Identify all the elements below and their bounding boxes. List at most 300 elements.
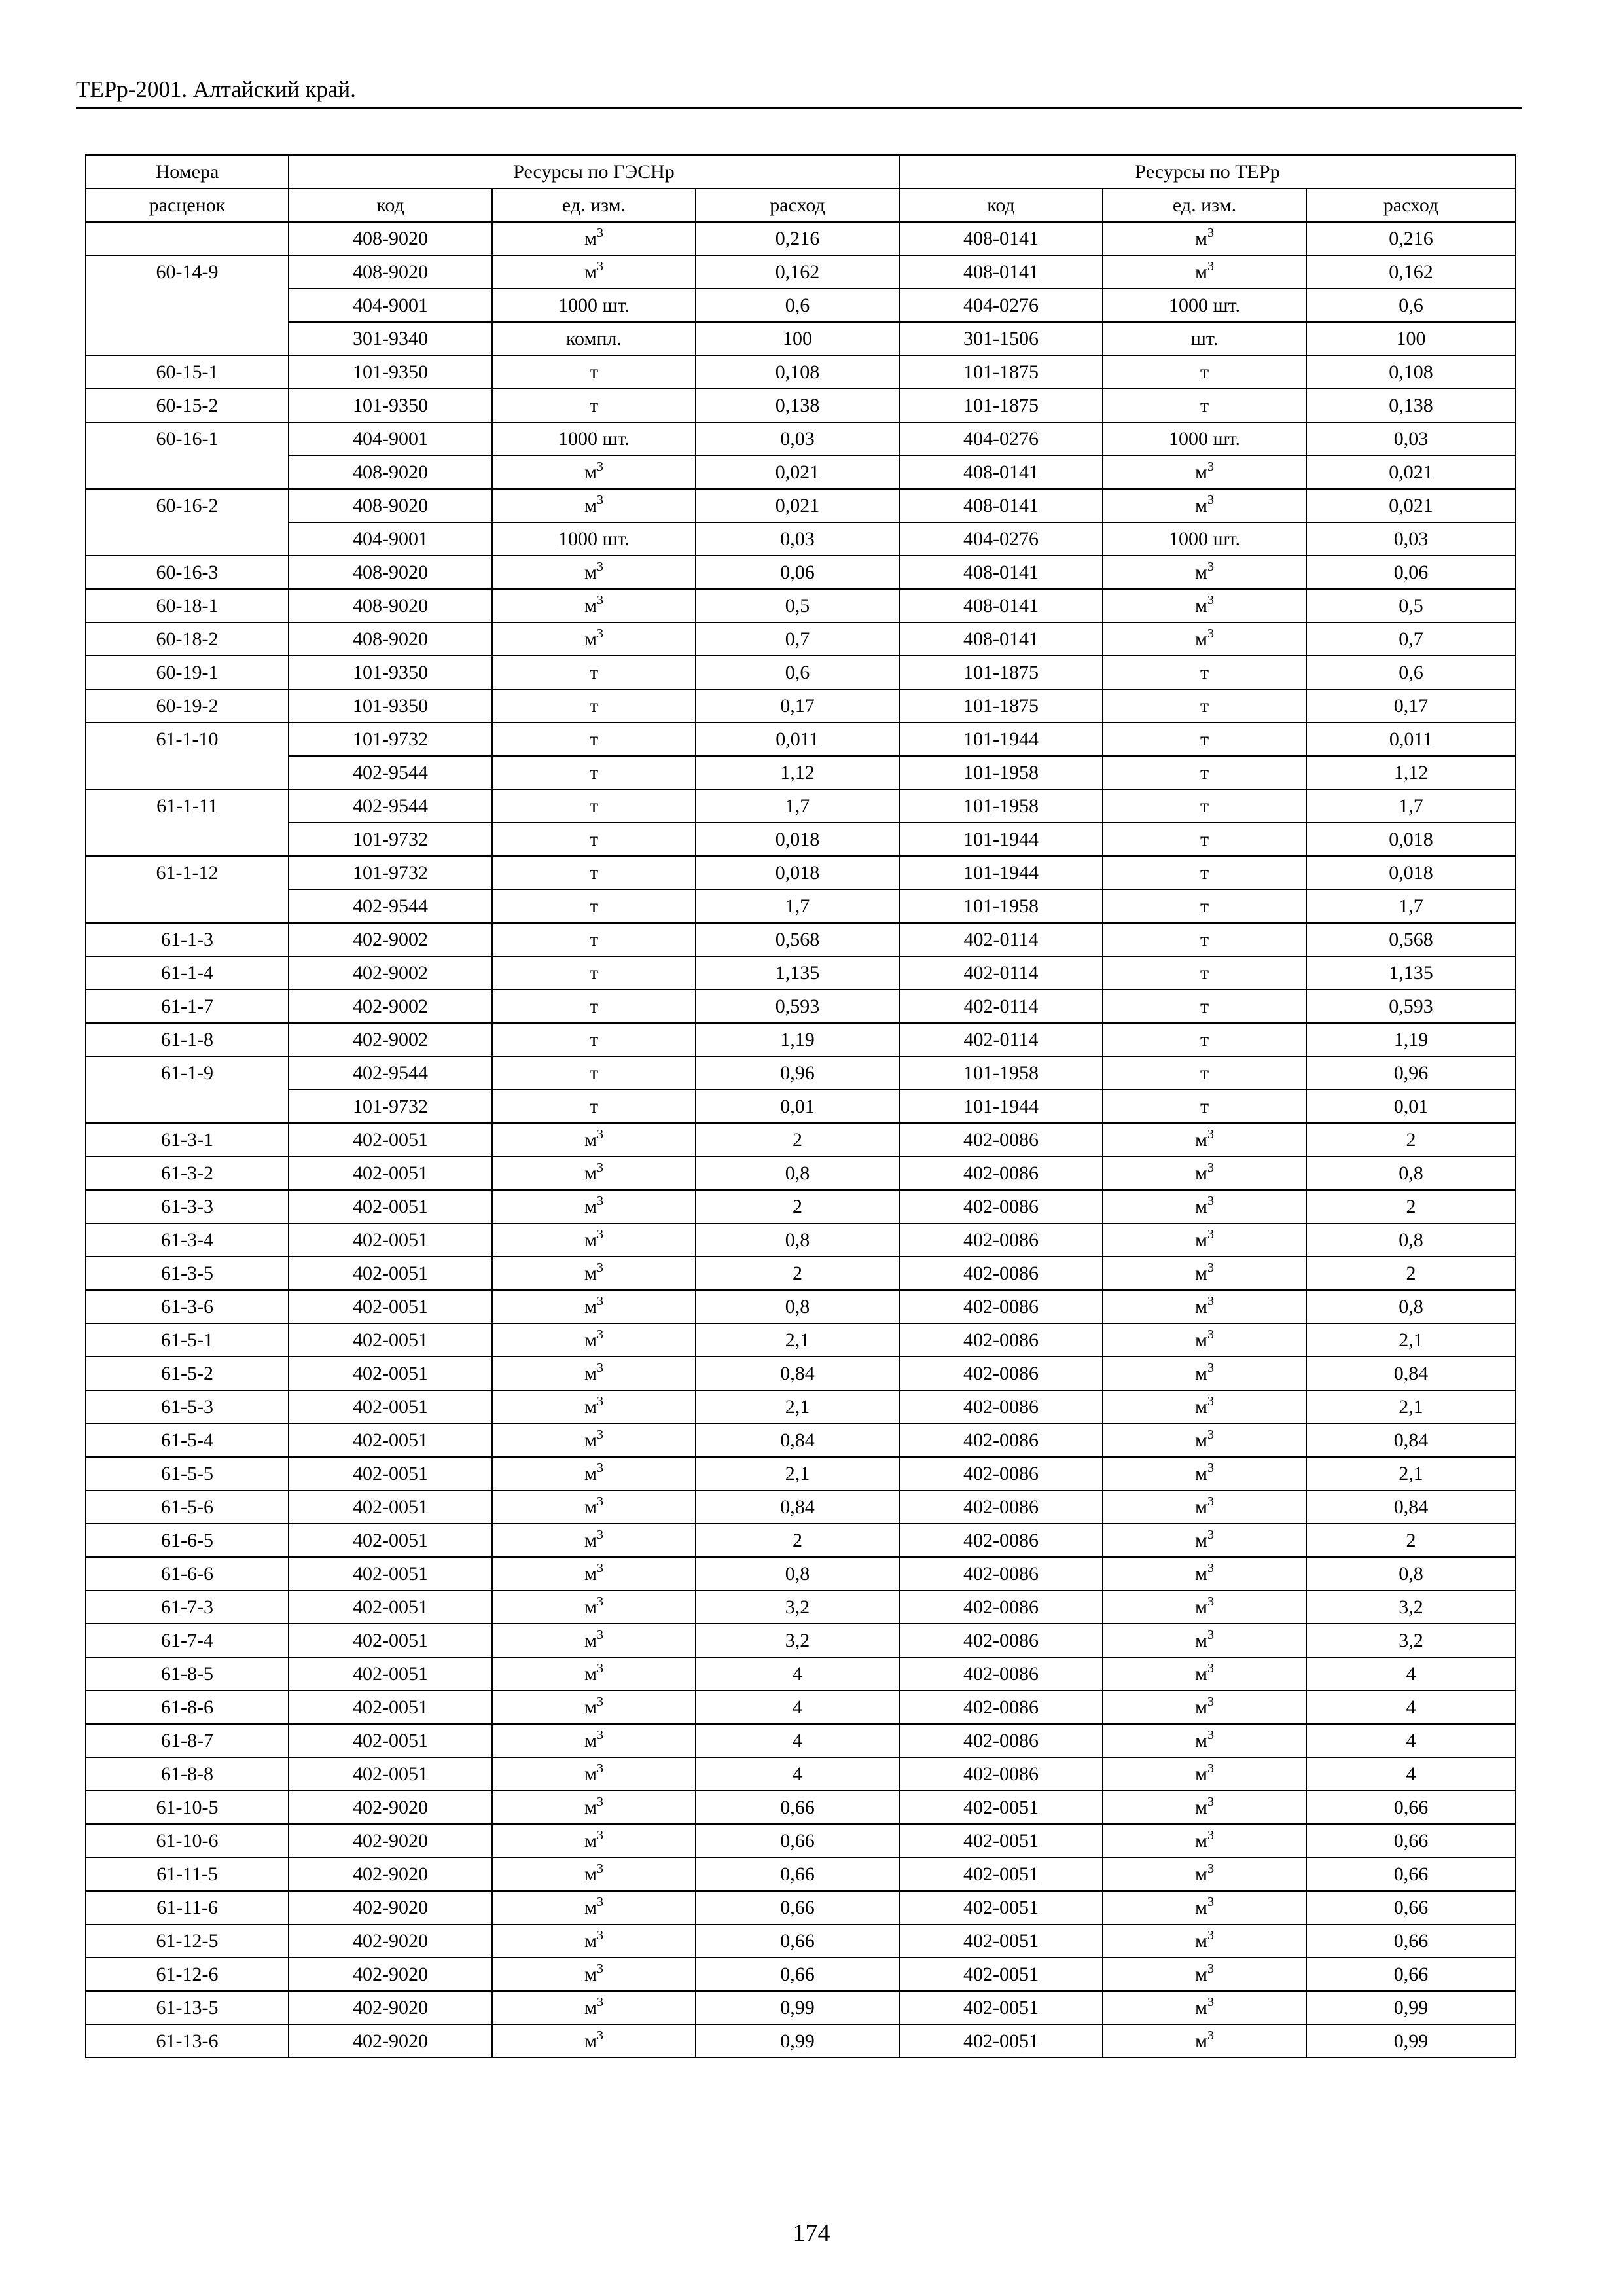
page-header-title: ТЕРр-2001. Алтайский край. xyxy=(76,73,1522,109)
gesn-unit-cell xyxy=(492,1190,696,1223)
gesn-unit-cell: т xyxy=(492,389,696,422)
ter-rashod-cell: 0,162 xyxy=(1306,255,1516,289)
ter-kod-cell: 402-0086 xyxy=(899,1190,1103,1223)
unit-cubic-meter: $м^3$ xyxy=(1195,1361,1214,1384)
gesn-unit-cell xyxy=(492,489,696,522)
unit-cubic-meter: $м^3$ xyxy=(1195,1461,1214,1484)
ter-unit-cell: т xyxy=(1103,389,1306,422)
gesn-rashod-cell: 0,84 xyxy=(696,1490,899,1524)
gesn-kod-cell: 402-0051 xyxy=(289,1724,492,1757)
unit-cubic-meter: $м^3$ xyxy=(584,1427,603,1451)
ter-unit-cell xyxy=(1103,1824,1306,1857)
gesn-unit-cell xyxy=(492,1357,696,1390)
ter-rashod-cell: 0,6 xyxy=(1306,289,1516,322)
table-row xyxy=(86,1924,1516,1958)
gesn-rashod-cell: 0,108 xyxy=(696,355,899,389)
unit-cubic-meter: $м^3$ xyxy=(1195,1227,1214,1251)
gesn-kod-cell: 402-0051 xyxy=(289,1257,492,1290)
gesn-kod-cell: 101-9732 xyxy=(289,1090,492,1123)
gesn-unit-cell xyxy=(492,1457,696,1490)
gesn-unit-cell: т xyxy=(492,856,696,889)
ter-rashod-cell: 0,216 xyxy=(1306,222,1516,255)
gesn-kod-header: код xyxy=(289,188,492,222)
table-row xyxy=(86,1524,1516,1557)
rate-number-cell: 61-3-6 xyxy=(86,1290,289,1323)
ter-unit-cell xyxy=(1103,1891,1306,1924)
table-body xyxy=(86,222,1516,2058)
table-row xyxy=(86,589,1516,622)
ter-unit-cell: 1000 шт. xyxy=(1103,289,1306,322)
table-row xyxy=(86,990,1516,1023)
gesn-unit-cell xyxy=(492,456,696,489)
ter-kod-cell: 402-0086 xyxy=(899,1490,1103,1524)
unit-cubic-meter: $м^3$ xyxy=(584,1795,603,1818)
gesn-unit-cell: 1000 шт. xyxy=(492,522,696,556)
ter-rashod-cell: 4 xyxy=(1306,1691,1516,1724)
ter-rashod-cell: 0,66 xyxy=(1306,1857,1516,1891)
unit-cubic-meter: $м^3$ xyxy=(1195,1528,1214,1551)
gesn-unit-cell xyxy=(492,1691,696,1724)
rate-number-cell: 61-5-4 xyxy=(86,1424,289,1457)
gesn-rashod-cell: 0,011 xyxy=(696,723,899,756)
ter-unit-cell: т xyxy=(1103,856,1306,889)
gesn-unit-cell xyxy=(492,1624,696,1657)
ter-rashod-cell: 1,19 xyxy=(1306,1023,1516,1056)
unit-cubic-meter: $м^3$ xyxy=(1195,1327,1214,1351)
unit-cubic-meter: $м^3$ xyxy=(1195,1928,1214,1952)
unit-cubic-meter: $м^3$ xyxy=(584,593,603,617)
unit-cubic-meter: $м^3$ xyxy=(1195,1695,1214,1718)
gesn-kod-cell: 402-9020 xyxy=(289,1857,492,1891)
gesn-rashod-cell: 0,6 xyxy=(696,656,899,689)
rate-number-cell: 61-1-11 xyxy=(86,789,289,856)
unit-cubic-meter: $м^3$ xyxy=(1195,1160,1214,1184)
table-row xyxy=(86,289,1516,322)
gesn-unit-cell xyxy=(492,1958,696,1991)
gesn-kod-cell: 402-9544 xyxy=(289,756,492,789)
gesn-unit-cell xyxy=(492,1123,696,1157)
ter-unit-cell xyxy=(1103,222,1306,255)
gesn-unit-cell xyxy=(492,1924,696,1958)
unit-cubic-meter: $м^3$ xyxy=(1195,1194,1214,1217)
ter-rashod-cell: 1,12 xyxy=(1306,756,1516,789)
gesn-kod-cell: 402-9020 xyxy=(289,1991,492,2024)
gesn-kod-cell: 101-9732 xyxy=(289,856,492,889)
ter-rashod-cell: 0,011 xyxy=(1306,723,1516,756)
ter-rashod-cell: 4 xyxy=(1306,1724,1516,1757)
gesn-kod-cell: 101-9350 xyxy=(289,389,492,422)
gesn-kod-cell: 402-0051 xyxy=(289,1123,492,1157)
rate-number-cell xyxy=(86,222,289,255)
table-row xyxy=(86,355,1516,389)
gesn-unit-cell: т xyxy=(492,723,696,756)
gesn-rashod-cell: 0,021 xyxy=(696,489,899,522)
gesn-unit-cell xyxy=(492,1891,696,1924)
gesn-kod-cell: 408-9020 xyxy=(289,622,492,656)
gesn-kod-cell: 402-9002 xyxy=(289,1023,492,1056)
ter-unit-cell xyxy=(1103,1424,1306,1457)
rate-number-cell: 61-12-5 xyxy=(86,1924,289,1958)
ter-kod-cell: 101-1944 xyxy=(899,856,1103,889)
rate-number-cell: 61-11-6 xyxy=(86,1891,289,1924)
gesn-kod-cell: 402-0051 xyxy=(289,1557,492,1590)
ter-kod-cell: 404-0276 xyxy=(899,422,1103,456)
ter-unit-cell xyxy=(1103,1257,1306,1290)
gesn-unit-cell xyxy=(492,1791,696,1824)
rate-number-cell: 60-19-1 xyxy=(86,656,289,689)
gesn-rashod-cell: 0,5 xyxy=(696,589,899,622)
ter-unit-cell: т xyxy=(1103,756,1306,789)
table-row xyxy=(86,2024,1516,2058)
ter-rashod-cell: 2,1 xyxy=(1306,1390,1516,1424)
ter-rashod-cell: 0,8 xyxy=(1306,1290,1516,1323)
ter-rashod-cell: 4 xyxy=(1306,1657,1516,1691)
rate-number-cell: 61-1-12 xyxy=(86,856,289,923)
unit-cubic-meter: $м^3$ xyxy=(584,1261,603,1284)
gesn-unit-cell: т xyxy=(492,689,696,723)
gesn-unit-cell: 1000 шт. xyxy=(492,289,696,322)
table-row xyxy=(86,1791,1516,1824)
gesn-rashod-cell: 0,8 xyxy=(696,1223,899,1257)
table-row xyxy=(86,1991,1516,2024)
ter-kod-cell: 402-0114 xyxy=(899,1023,1103,1056)
ter-unit-cell: шт. xyxy=(1103,322,1306,355)
unit-cubic-meter: $м^3$ xyxy=(584,1461,603,1484)
gesn-kod-cell: 101-9732 xyxy=(289,723,492,756)
ter-unit-cell xyxy=(1103,1290,1306,1323)
ter-kod-cell: 402-0114 xyxy=(899,956,1103,990)
gesn-rashod-cell: 1,135 xyxy=(696,956,899,990)
ter-rashod-cell: 0,8 xyxy=(1306,1223,1516,1257)
gesn-rashod-cell: 4 xyxy=(696,1691,899,1724)
table-row xyxy=(86,956,1516,990)
table-row xyxy=(86,1657,1516,1691)
ter-kod-cell: 402-0086 xyxy=(899,1323,1103,1357)
ter-kod-cell: 402-0114 xyxy=(899,923,1103,956)
gesn-unit-cell: т xyxy=(492,355,696,389)
gesn-rashod-cell: 2,1 xyxy=(696,1390,899,1424)
table-row xyxy=(86,1023,1516,1056)
gesn-kod-cell: 402-9020 xyxy=(289,1824,492,1857)
table-row xyxy=(86,1424,1516,1457)
ter-kod-cell: 402-0086 xyxy=(899,1624,1103,1657)
ter-kod-cell: 402-0086 xyxy=(899,1757,1103,1791)
ter-kod-cell: 101-1958 xyxy=(899,789,1103,823)
ter-unit-cell xyxy=(1103,1691,1306,1724)
gesn-kod-cell: 408-9020 xyxy=(289,589,492,622)
ter-kod-cell: 101-1944 xyxy=(899,723,1103,756)
ter-unit-cell: т xyxy=(1103,990,1306,1023)
gesn-kod-cell: 101-9350 xyxy=(289,355,492,389)
gesn-unit-cell xyxy=(492,1157,696,1190)
gesn-unit-cell xyxy=(492,1524,696,1557)
unit-cubic-meter: $м^3$ xyxy=(584,2028,603,2052)
table-row xyxy=(86,1323,1516,1357)
gesn-kod-cell: 101-9732 xyxy=(289,823,492,856)
unit-cubic-meter: $м^3$ xyxy=(1195,626,1214,650)
gesn-kod-cell: 404-9001 xyxy=(289,522,492,556)
rate-number-cell: 61-1-10 xyxy=(86,723,289,789)
table-row xyxy=(86,1958,1516,1991)
gesn-rashod-cell: 0,66 xyxy=(696,1857,899,1891)
ter-rashod-cell: 0,021 xyxy=(1306,489,1516,522)
unit-cubic-meter: $м^3$ xyxy=(584,1861,603,1885)
table-row xyxy=(86,1390,1516,1424)
ter-kod-cell: 402-0086 xyxy=(899,1457,1103,1490)
unit-cubic-meter: $м^3$ xyxy=(1195,493,1214,516)
unit-cubic-meter: $м^3$ xyxy=(584,259,603,283)
rate-number-cell: 60-15-1 xyxy=(86,355,289,389)
table-row xyxy=(86,1557,1516,1590)
col-num-label: Номера xyxy=(86,155,289,188)
ter-unit-cell xyxy=(1103,1457,1306,1490)
unit-cubic-meter: $м^3$ xyxy=(584,1594,603,1618)
ter-kod-cell: 408-0141 xyxy=(899,622,1103,656)
ter-rashod-cell: 0,138 xyxy=(1306,389,1516,422)
unit-cubic-meter: $м^3$ xyxy=(584,1127,603,1151)
gesn-kod-cell: 402-9544 xyxy=(289,789,492,823)
gesn-rashod-cell: 0,96 xyxy=(696,1056,899,1090)
gesn-unit-cell xyxy=(492,589,696,622)
gesn-rashod-cell: 0,66 xyxy=(696,1891,899,1924)
unit-cubic-meter: $м^3$ xyxy=(1195,1761,1214,1785)
gesn-rashod-cell: 0,8 xyxy=(696,1157,899,1190)
gesn-unit-cell xyxy=(492,1724,696,1757)
gesn-kod-cell: 402-0051 xyxy=(289,1657,492,1691)
ter-kod-cell: 402-0051 xyxy=(899,1857,1103,1891)
unit-cubic-meter: $м^3$ xyxy=(584,1227,603,1251)
ter-unit-cell: т xyxy=(1103,1090,1306,1123)
gesn-kod-cell: 402-9020 xyxy=(289,1924,492,1958)
gesn-rashod-cell: 0,03 xyxy=(696,422,899,456)
unit-cubic-meter: $м^3$ xyxy=(1195,560,1214,583)
table-row xyxy=(86,1223,1516,1257)
rate-number-cell: 61-3-2 xyxy=(86,1157,289,1190)
ter-kod-cell: 402-0086 xyxy=(899,1691,1103,1724)
ter-rashod-cell: 2,1 xyxy=(1306,1457,1516,1490)
ter-rashod-cell: 0,66 xyxy=(1306,1791,1516,1824)
gesn-rashod-cell: 0,66 xyxy=(696,1924,899,1958)
gesn-rashod-cell: 0,01 xyxy=(696,1090,899,1123)
gesn-rashod-header: расход xyxy=(696,188,899,222)
rate-number-cell: 61-10-5 xyxy=(86,1791,289,1824)
ter-rashod-cell: 0,593 xyxy=(1306,990,1516,1023)
ter-unit-cell xyxy=(1103,2024,1306,2058)
unit-cubic-meter: $м^3$ xyxy=(584,1661,603,1685)
ter-unit-cell: т xyxy=(1103,923,1306,956)
ter-unit-cell xyxy=(1103,1524,1306,1557)
ter-kod-cell: 404-0276 xyxy=(899,522,1103,556)
ter-unit-cell: 1000 шт. xyxy=(1103,522,1306,556)
ter-kod-cell: 301-1506 xyxy=(899,322,1103,355)
table-row xyxy=(86,756,1516,789)
ter-unit-cell xyxy=(1103,1857,1306,1891)
gesn-rashod-cell: 100 xyxy=(696,322,899,355)
table-row xyxy=(86,923,1516,956)
ter-unit-cell: т xyxy=(1103,823,1306,856)
gesn-kod-cell: 402-9002 xyxy=(289,956,492,990)
gesn-kod-cell: 402-9544 xyxy=(289,889,492,923)
unit-cubic-meter: $м^3$ xyxy=(1195,1294,1214,1318)
rate-number-cell: 61-8-6 xyxy=(86,1691,289,1724)
table-row xyxy=(86,1090,1516,1123)
gesn-rashod-cell: 1,7 xyxy=(696,889,899,923)
ter-unit-cell xyxy=(1103,1123,1306,1157)
gesn-unit-cell xyxy=(492,556,696,589)
gesn-kod-cell: 402-9002 xyxy=(289,923,492,956)
gesn-kod-cell: 402-0051 xyxy=(289,1290,492,1323)
rate-number-cell: 60-18-2 xyxy=(86,622,289,656)
gesn-kod-cell: 402-0051 xyxy=(289,1223,492,1257)
rate-number-cell: 60-18-1 xyxy=(86,589,289,622)
table-row xyxy=(86,689,1516,723)
unit-cubic-meter: $м^3$ xyxy=(584,1394,603,1418)
gesn-rashod-cell: 0,84 xyxy=(696,1424,899,1457)
ter-kod-cell: 101-1944 xyxy=(899,1090,1103,1123)
gesn-kod-cell: 402-0051 xyxy=(289,1590,492,1624)
ter-unit-cell xyxy=(1103,1190,1306,1223)
ter-rashod-cell: 2 xyxy=(1306,1190,1516,1223)
ter-unit-cell xyxy=(1103,1390,1306,1424)
ter-unit-cell xyxy=(1103,622,1306,656)
gesn-rashod-cell: 0,03 xyxy=(696,522,899,556)
ter-kod-cell: 408-0141 xyxy=(899,556,1103,589)
unit-cubic-meter: $м^3$ xyxy=(584,1494,603,1518)
ter-kod-cell: 402-0086 xyxy=(899,1424,1103,1457)
gesn-unit-cell: т xyxy=(492,823,696,856)
table-row xyxy=(86,556,1516,589)
gesn-kod-cell: 408-9020 xyxy=(289,255,492,289)
table-row xyxy=(86,789,1516,823)
ter-kod-cell: 402-0051 xyxy=(899,2024,1103,2058)
ter-rashod-cell: 2,1 xyxy=(1306,1323,1516,1357)
ter-unit-cell xyxy=(1103,589,1306,622)
rate-number-cell: 61-7-3 xyxy=(86,1590,289,1624)
gesn-rashod-cell: 0,6 xyxy=(696,289,899,322)
table-row xyxy=(86,422,1516,456)
ter-rashod-cell: 0,018 xyxy=(1306,856,1516,889)
gesn-rashod-cell: 0,66 xyxy=(696,1824,899,1857)
ter-kod-cell: 402-0086 xyxy=(899,1557,1103,1590)
gesn-kod-cell: 402-0051 xyxy=(289,1190,492,1223)
gesn-kod-cell: 402-0051 xyxy=(289,1524,492,1557)
rate-number-cell: 61-11-5 xyxy=(86,1857,289,1891)
table-row xyxy=(86,1891,1516,1924)
gesn-rashod-cell: 0,138 xyxy=(696,389,899,422)
table-row xyxy=(86,1190,1516,1223)
gesn-kod-cell: 404-9001 xyxy=(289,289,492,322)
ter-kod-cell: 408-0141 xyxy=(899,589,1103,622)
rate-number-cell: 61-5-5 xyxy=(86,1457,289,1490)
table-row xyxy=(86,1257,1516,1290)
ter-rashod-cell: 0,84 xyxy=(1306,1424,1516,1457)
ter-kod-cell: 402-0051 xyxy=(899,1924,1103,1958)
rate-number-cell: 60-19-2 xyxy=(86,689,289,723)
ter-rashod-cell: 0,06 xyxy=(1306,556,1516,589)
gesn-rashod-cell: 0,021 xyxy=(696,456,899,489)
ter-unit-cell xyxy=(1103,1757,1306,1791)
ter-rashod-cell: 0,84 xyxy=(1306,1490,1516,1524)
rate-number-cell: 61-1-4 xyxy=(86,956,289,990)
unit-cubic-meter: $м^3$ xyxy=(1195,2028,1214,2052)
gesn-rashod-cell: 0,8 xyxy=(696,1290,899,1323)
rate-number-cell: 61-3-4 xyxy=(86,1223,289,1257)
unit-cubic-meter: $м^3$ xyxy=(584,1194,603,1217)
ter-rashod-cell: 0,7 xyxy=(1306,622,1516,656)
gesn-unit-cell xyxy=(492,1590,696,1624)
gesn-kod-cell: 402-0051 xyxy=(289,1390,492,1424)
unit-cubic-meter: $м^3$ xyxy=(1195,1861,1214,1885)
rate-number-cell: 60-16-2 xyxy=(86,489,289,556)
table-row xyxy=(86,1056,1516,1090)
table-row xyxy=(86,222,1516,255)
rate-number-cell: 61-3-1 xyxy=(86,1123,289,1157)
gesn-unit-cell: т xyxy=(492,1056,696,1090)
ter-kod-cell: 402-0051 xyxy=(899,1824,1103,1857)
ter-rashod-cell: 4 xyxy=(1306,1757,1516,1791)
ter-unit-cell xyxy=(1103,556,1306,589)
ter-rashod-cell: 0,021 xyxy=(1306,456,1516,489)
ter-rashod-cell: 0,66 xyxy=(1306,1891,1516,1924)
ter-kod-cell: 402-0086 xyxy=(899,1657,1103,1691)
gesn-rashod-cell: 2,1 xyxy=(696,1457,899,1490)
rate-number-cell: 61-1-9 xyxy=(86,1056,289,1123)
gesn-rashod-cell: 0,99 xyxy=(696,1991,899,2024)
gesn-unit-cell xyxy=(492,1323,696,1357)
rate-number-cell: 61-5-6 xyxy=(86,1490,289,1524)
gesn-kod-cell: 402-0051 xyxy=(289,1357,492,1390)
table-row xyxy=(86,389,1516,422)
unit-cubic-meter: $м^3$ xyxy=(584,1928,603,1952)
ter-rashod-cell: 3,2 xyxy=(1306,1624,1516,1657)
unit-cubic-meter: $м^3$ xyxy=(584,1327,603,1351)
ter-unit-cell: т xyxy=(1103,355,1306,389)
table-row xyxy=(86,489,1516,522)
gesn-rashod-cell: 0,568 xyxy=(696,923,899,956)
gesn-unit-cell xyxy=(492,1490,696,1524)
gesn-rashod-cell: 4 xyxy=(696,1657,899,1691)
gesn-rashod-cell: 0,06 xyxy=(696,556,899,589)
unit-cubic-meter: $м^3$ xyxy=(1195,1728,1214,1751)
ter-kod-cell: 402-0086 xyxy=(899,1524,1103,1557)
gesn-kod-cell: 402-0051 xyxy=(289,1490,492,1524)
ter-kod-cell: 402-0086 xyxy=(899,1157,1103,1190)
gesn-unit-cell: т xyxy=(492,1023,696,1056)
gesn-kod-cell: 408-9020 xyxy=(289,556,492,589)
ter-unit-cell xyxy=(1103,1157,1306,1190)
gesn-unit-cell: т xyxy=(492,956,696,990)
unit-cubic-meter: $м^3$ xyxy=(584,1695,603,1718)
ter-unit-cell xyxy=(1103,1958,1306,1991)
gesn-kod-cell: 301-9340 xyxy=(289,322,492,355)
gesn-unit-cell xyxy=(492,1757,696,1791)
ter-kod-cell: 408-0141 xyxy=(899,222,1103,255)
unit-cubic-meter: $м^3$ xyxy=(584,1761,603,1785)
rate-number-cell: 61-13-6 xyxy=(86,2024,289,2058)
gesn-rashod-cell: 2 xyxy=(696,1524,899,1557)
gesn-kod-cell: 408-9020 xyxy=(289,489,492,522)
unit-cubic-meter: $м^3$ xyxy=(1195,1261,1214,1284)
ter-unit-cell xyxy=(1103,1624,1306,1657)
ter-kod-cell: 402-0086 xyxy=(899,1223,1103,1257)
table-row xyxy=(86,656,1516,689)
table-row xyxy=(86,622,1516,656)
table-row xyxy=(86,1457,1516,1490)
ter-rashod-cell: 0,84 xyxy=(1306,1357,1516,1390)
ter-rashod-cell: 0,99 xyxy=(1306,2024,1516,2058)
ter-rashod-cell: 0,17 xyxy=(1306,689,1516,723)
gesn-kod-cell: 101-9350 xyxy=(289,689,492,723)
